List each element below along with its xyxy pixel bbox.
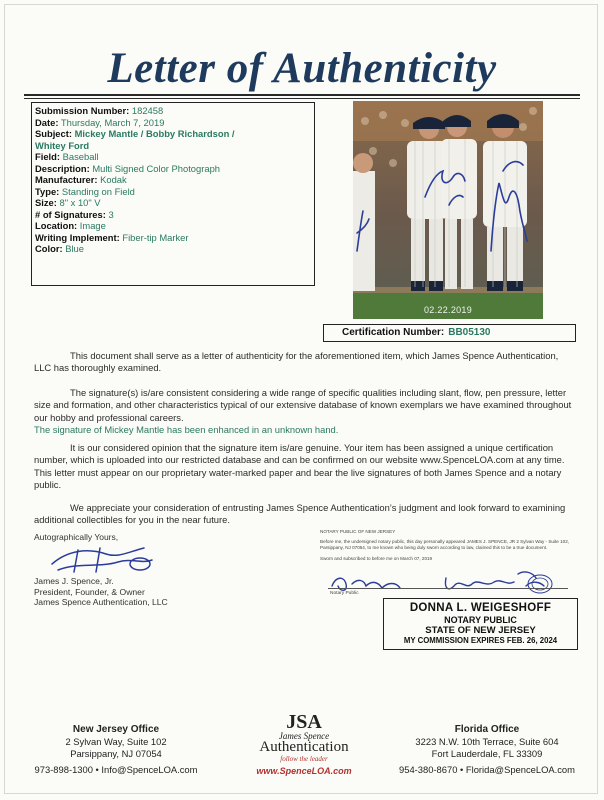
nj-office-address-1: 2 Sylvan Way, Suite 102 [65,736,167,747]
subject-row-continued: Whitey Ford [35,139,90,151]
notary-stamp-name: DONNA L. WEIGESHOFF [409,602,552,614]
james-spence-signature [48,542,158,578]
fl-office-contact: 954-380-8670 • Florida@SpenceLOA.com [399,764,575,775]
fl-office-address-2: Fort Lauderdale, FL 33309 [431,748,543,759]
certification-label: Certification Number: [342,327,445,338]
field-row: Field: Baseball [35,151,99,162]
signatory-name: James J. Spence, Jr. [34,576,114,586]
notary-public-label: Notary Public [330,591,359,596]
notary-stamp-expiry: MY COMMISSION EXPIRES FEB. 26, 2024 [403,636,558,645]
item-details-box [31,102,315,286]
new-jersey-office [16,724,216,776]
notary-stamp-title: NOTARY PUBLIC [444,615,517,625]
notary-stamp [383,598,578,650]
notary-signature-line [328,588,568,589]
florida-office [382,724,592,776]
notary-stamp-state: STATE OF NEW JERSEY [425,625,536,636]
paragraph-opinion: It is our considered opinion that the signature item is/are genuine. Your item has been assigned a unique certification number, which is uploaded into our restricted database and can be confirmed on our website www.SpenceLOA.com at any time. This letter must appear on our proprietary water-marked paper and bear the live signatures of both James Spence and a notary public. [34,442,565,490]
notary-heading: NOTARY PUBLIC OF NEW JERSEY [320,529,396,534]
notary-statement [320,529,582,562]
nj-office-address-2: Parsippany, NJ 07054 [70,748,162,759]
closing-text: Autographically Yours, [34,532,119,542]
paragraph-consistency: The signature(s) is/are consistent considering a wide range of specific qualities including slant, flow, pen pressure, letter size and formation, and other characteristics typical of our extensive database of known exemplars we have examined throughout our hobby and professional careers. [34,387,572,423]
date-row: Date: Thursday, March 7, 2019 [35,116,165,128]
paragraph-intro: This document shall serve as a letter of authenticity for the aforementioned item, which James Spence Authentication, LLC has thoroughly examined. [34,350,559,374]
jsa-website-link[interactable]: www.SpenceLOA.com [256,766,352,776]
notary-sworn-text: Sworn and subscribed to before me on March 07, 2019 [320,556,433,561]
player-left [353,153,375,291]
paragraph-enhancement-note: The signature of Mickey Mantle has been enhanced in an unknown hand. [34,424,339,435]
location-row: Location: Image [35,220,106,231]
signatory-company: James Spence Authentication, LLC [34,597,168,608]
size-row: Size: 8" x 10" V [35,197,101,208]
manufacturer-row: Manufacturer: Kodak [35,174,127,185]
signed-photograph [353,101,543,319]
writing-implement-row: Writing Implement: Fiber-tip Marker [35,231,189,243]
signatory-position: President, Founder, & Owner [34,586,145,597]
type-row: Type: Standing on Field [35,185,135,197]
submission-row: Submission Number: 182458 [35,105,164,116]
jsa-logo-james-spence: James Spence [278,731,330,741]
notary-statement-text: Before me, the undersigned notary public, this day personally appeared JAMES J. SPENCE, JR 2 Sylvan Way - Suite 102, Parsippany, NJ 07054, to me known who being duly sworn according to law, claimed this to be a true document. [320,539,570,550]
jsa-logo-authentication: Authentication [259,739,349,755]
fl-office-title: Florida Office [454,724,520,735]
photo-date-stamp: 02.22.2019 [424,305,473,315]
nj-office-contact: 973-898-1300 • Info@SpenceLOA.com [34,764,198,775]
signatures-count-row: # of Signatures: 3 [35,208,114,220]
jsa-logo [236,712,372,778]
paragraph-appreciation: We appreciate your consideration of entrusting James Spence Authentication’s judgment and look forward to examining additional collectibles for you in the near future. [34,502,566,526]
title-rule-thin [24,98,580,99]
nj-office-title: New Jersey Office [72,724,160,735]
certification-value: BB05130 [448,327,491,338]
description-row: Description: Multi Signed Color Photograph [35,162,220,174]
subject-row: Subject: Mickey Mantle / Bobby Richardson / [35,128,235,139]
notary-signature [326,568,566,598]
fl-office-address-1: 3223 N.W. 10th Terrace, Suite 604 [415,736,559,747]
certification-number-box [323,324,576,342]
letter-title: Letter of Authenticity [107,45,497,92]
signatory-details [34,576,168,608]
jsa-logo-mark: JSA [286,711,322,733]
jsa-logo-tagline: follow the leader [280,755,328,763]
title-rule-thick [24,94,580,96]
color-row: Color: Blue [35,243,84,254]
